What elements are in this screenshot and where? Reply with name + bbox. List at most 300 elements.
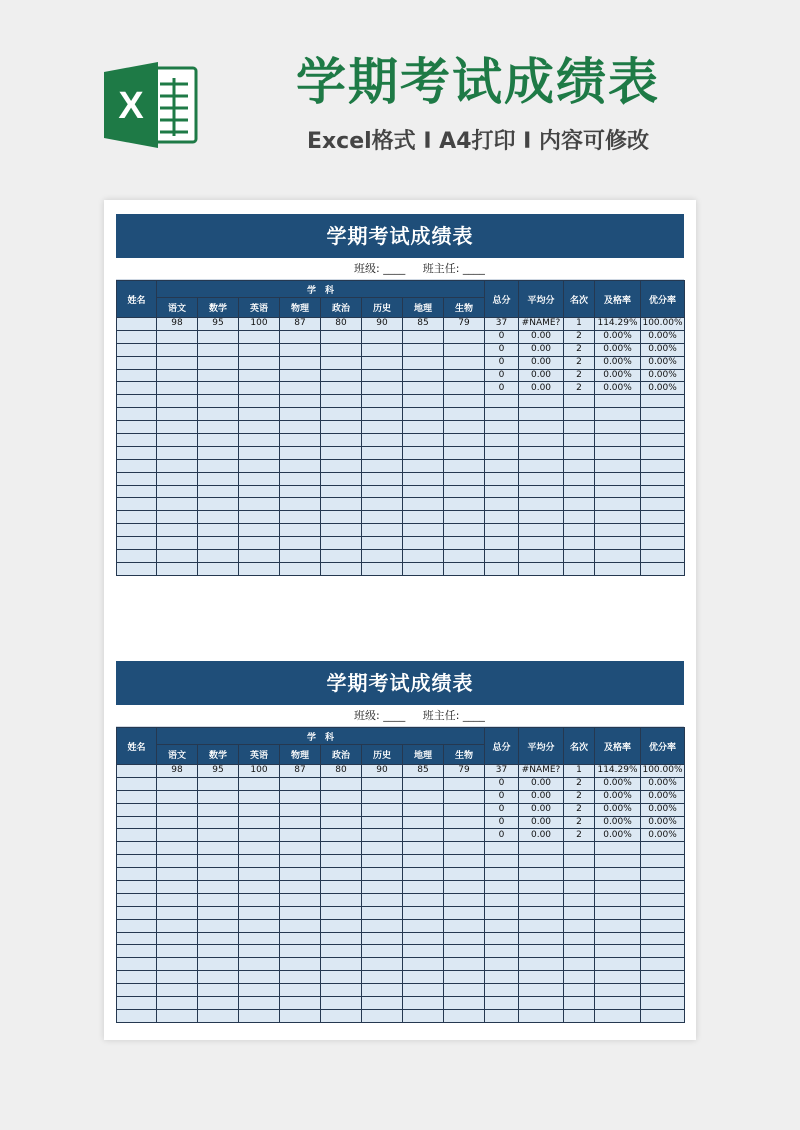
- table-cell[interactable]: [595, 395, 641, 408]
- table-cell[interactable]: [641, 997, 685, 1010]
- table-cell[interactable]: [280, 395, 321, 408]
- table-cell[interactable]: [157, 356, 198, 369]
- table-cell[interactable]: 0.00%: [641, 790, 685, 803]
- table-cell[interactable]: [362, 932, 403, 945]
- table-cell[interactable]: [321, 330, 362, 343]
- table-cell[interactable]: [362, 958, 403, 971]
- table-cell[interactable]: [444, 803, 485, 816]
- table-cell[interactable]: [641, 459, 685, 472]
- table-cell[interactable]: [157, 893, 198, 906]
- table-cell[interactable]: [117, 790, 157, 803]
- table-cell[interactable]: [321, 550, 362, 563]
- table-cell[interactable]: [595, 485, 641, 498]
- table-cell[interactable]: [444, 984, 485, 997]
- table-cell[interactable]: 2: [564, 382, 595, 395]
- table-cell[interactable]: [444, 459, 485, 472]
- table-cell[interactable]: [595, 421, 641, 434]
- table-cell[interactable]: [444, 356, 485, 369]
- table-cell[interactable]: [444, 485, 485, 498]
- table-cell[interactable]: 0: [485, 829, 519, 842]
- table-cell[interactable]: [403, 790, 444, 803]
- table-cell[interactable]: [485, 997, 519, 1010]
- table-cell[interactable]: 0.00: [519, 330, 564, 343]
- table-cell[interactable]: 1: [564, 765, 595, 778]
- table-cell[interactable]: [280, 945, 321, 958]
- table-cell[interactable]: [117, 421, 157, 434]
- table-cell[interactable]: [362, 777, 403, 790]
- table-cell[interactable]: [321, 919, 362, 932]
- table-cell[interactable]: [403, 803, 444, 816]
- table-cell[interactable]: [239, 472, 280, 485]
- table-cell[interactable]: [485, 881, 519, 894]
- table-cell[interactable]: [239, 906, 280, 919]
- table-cell[interactable]: 0.00%: [641, 777, 685, 790]
- table-cell[interactable]: [362, 343, 403, 356]
- table-cell[interactable]: [564, 395, 595, 408]
- class-label[interactable]: 班级: ____: [354, 262, 406, 275]
- table-cell[interactable]: [641, 958, 685, 971]
- table-cell[interactable]: [239, 1009, 280, 1022]
- table-cell[interactable]: [117, 829, 157, 842]
- table-cell[interactable]: [595, 511, 641, 524]
- table-cell[interactable]: [198, 382, 239, 395]
- table-cell[interactable]: [198, 816, 239, 829]
- table-cell[interactable]: [117, 842, 157, 855]
- table-cell[interactable]: [362, 842, 403, 855]
- table-cell[interactable]: [157, 408, 198, 421]
- table-cell[interactable]: 0.00%: [595, 816, 641, 829]
- table-cell[interactable]: [321, 881, 362, 894]
- table-cell[interactable]: [362, 868, 403, 881]
- table-cell[interactable]: [321, 816, 362, 829]
- table-cell[interactable]: [519, 550, 564, 563]
- table-cell[interactable]: [485, 958, 519, 971]
- class-label[interactable]: 班级: ____: [354, 709, 406, 722]
- table-cell[interactable]: [117, 868, 157, 881]
- table-cell[interactable]: [157, 498, 198, 511]
- table-cell[interactable]: 37: [485, 318, 519, 331]
- table-cell[interactable]: 0.00: [519, 816, 564, 829]
- table-cell[interactable]: [362, 356, 403, 369]
- table-cell[interactable]: [239, 803, 280, 816]
- table-cell[interactable]: [403, 816, 444, 829]
- table-cell[interactable]: [564, 472, 595, 485]
- table-cell[interactable]: [519, 893, 564, 906]
- table-cell[interactable]: [280, 868, 321, 881]
- table-cell[interactable]: [198, 803, 239, 816]
- table-cell[interactable]: 0.00%: [595, 790, 641, 803]
- table-cell[interactable]: 100: [239, 765, 280, 778]
- table-cell[interactable]: [403, 498, 444, 511]
- table-cell[interactable]: [641, 511, 685, 524]
- table-cell[interactable]: [485, 472, 519, 485]
- table-cell[interactable]: [444, 997, 485, 1010]
- table-cell[interactable]: [117, 408, 157, 421]
- table-cell[interactable]: [403, 537, 444, 550]
- table-cell[interactable]: [239, 919, 280, 932]
- table-cell[interactable]: [198, 498, 239, 511]
- table-cell[interactable]: #NAME?: [519, 318, 564, 331]
- table-cell[interactable]: [117, 318, 157, 331]
- table-cell[interactable]: [239, 790, 280, 803]
- table-cell[interactable]: [280, 562, 321, 575]
- table-cell[interactable]: [321, 434, 362, 447]
- table-cell[interactable]: [403, 343, 444, 356]
- table-cell[interactable]: [403, 829, 444, 842]
- table-cell[interactable]: [519, 562, 564, 575]
- table-cell[interactable]: [239, 330, 280, 343]
- table-cell[interactable]: [519, 997, 564, 1010]
- table-cell[interactable]: [280, 550, 321, 563]
- table-cell[interactable]: [485, 524, 519, 537]
- table-cell[interactable]: [157, 790, 198, 803]
- table-cell[interactable]: [641, 906, 685, 919]
- table-cell[interactable]: [485, 511, 519, 524]
- table-cell[interactable]: 2: [564, 790, 595, 803]
- table-cell[interactable]: [117, 971, 157, 984]
- table-cell[interactable]: [157, 562, 198, 575]
- table-cell[interactable]: [485, 1009, 519, 1022]
- table-cell[interactable]: [280, 777, 321, 790]
- table-cell[interactable]: [239, 855, 280, 868]
- table-cell[interactable]: [117, 459, 157, 472]
- table-cell[interactable]: [117, 958, 157, 971]
- table-cell[interactable]: [157, 485, 198, 498]
- table-cell[interactable]: [239, 829, 280, 842]
- table-cell[interactable]: [564, 855, 595, 868]
- table-cell[interactable]: [198, 829, 239, 842]
- table-cell[interactable]: [362, 906, 403, 919]
- table-cell[interactable]: [519, 919, 564, 932]
- table-cell[interactable]: [444, 369, 485, 382]
- table-cell[interactable]: [641, 537, 685, 550]
- table-cell[interactable]: [239, 997, 280, 1010]
- table-cell[interactable]: [117, 765, 157, 778]
- table-cell[interactable]: 1: [564, 318, 595, 331]
- table-cell[interactable]: [198, 421, 239, 434]
- table-cell[interactable]: [198, 997, 239, 1010]
- table-cell[interactable]: 100: [239, 318, 280, 331]
- table-cell[interactable]: [198, 434, 239, 447]
- table-cell[interactable]: [239, 537, 280, 550]
- table-cell[interactable]: [239, 459, 280, 472]
- table-cell[interactable]: [321, 446, 362, 459]
- table-cell[interactable]: [157, 958, 198, 971]
- table-cell[interactable]: 0: [485, 356, 519, 369]
- table-cell[interactable]: [280, 932, 321, 945]
- table-cell[interactable]: 80: [321, 318, 362, 331]
- table-cell[interactable]: [117, 855, 157, 868]
- table-cell[interactable]: [321, 421, 362, 434]
- table-cell[interactable]: 98: [157, 765, 198, 778]
- table-cell[interactable]: [198, 893, 239, 906]
- table-cell[interactable]: [403, 777, 444, 790]
- table-cell[interactable]: [564, 1009, 595, 1022]
- table-cell[interactable]: [485, 971, 519, 984]
- table-cell[interactable]: [362, 893, 403, 906]
- table-cell[interactable]: [198, 395, 239, 408]
- table-cell[interactable]: [198, 881, 239, 894]
- table-cell[interactable]: 0.00%: [595, 829, 641, 842]
- table-cell[interactable]: 0.00%: [595, 777, 641, 790]
- table-cell[interactable]: [485, 498, 519, 511]
- table-cell[interactable]: [239, 958, 280, 971]
- table-cell[interactable]: 87: [280, 318, 321, 331]
- table-cell[interactable]: [595, 997, 641, 1010]
- table-cell[interactable]: [362, 997, 403, 1010]
- table-cell[interactable]: [280, 893, 321, 906]
- table-cell[interactable]: [519, 421, 564, 434]
- table-cell[interactable]: [280, 382, 321, 395]
- table-cell[interactable]: [157, 511, 198, 524]
- table-cell[interactable]: [485, 919, 519, 932]
- table-cell[interactable]: [321, 356, 362, 369]
- table-cell[interactable]: [564, 434, 595, 447]
- table-cell[interactable]: [403, 984, 444, 997]
- table-cell[interactable]: [321, 997, 362, 1010]
- table-cell[interactable]: [519, 932, 564, 945]
- table-cell[interactable]: [641, 446, 685, 459]
- table-cell[interactable]: [564, 868, 595, 881]
- table-cell[interactable]: [595, 919, 641, 932]
- table-cell[interactable]: [485, 842, 519, 855]
- table-cell[interactable]: [595, 893, 641, 906]
- table-cell[interactable]: [239, 893, 280, 906]
- table-cell[interactable]: [280, 958, 321, 971]
- table-cell[interactable]: 0.00%: [641, 343, 685, 356]
- table-cell[interactable]: [239, 984, 280, 997]
- table-cell[interactable]: [595, 459, 641, 472]
- table-cell[interactable]: [280, 421, 321, 434]
- table-cell[interactable]: [403, 855, 444, 868]
- table-cell[interactable]: [595, 1009, 641, 1022]
- table-cell[interactable]: [403, 472, 444, 485]
- table-cell[interactable]: [280, 971, 321, 984]
- table-cell[interactable]: [198, 446, 239, 459]
- table-cell[interactable]: [157, 881, 198, 894]
- table-cell[interactable]: [362, 971, 403, 984]
- table-cell[interactable]: [280, 855, 321, 868]
- table-cell[interactable]: [117, 550, 157, 563]
- table-cell[interactable]: [117, 881, 157, 894]
- table-cell[interactable]: [198, 369, 239, 382]
- table-cell[interactable]: [444, 893, 485, 906]
- table-cell[interactable]: [198, 550, 239, 563]
- table-cell[interactable]: [564, 485, 595, 498]
- table-cell[interactable]: [321, 1009, 362, 1022]
- table-cell[interactable]: [485, 459, 519, 472]
- table-cell[interactable]: [519, 945, 564, 958]
- table-cell[interactable]: [403, 382, 444, 395]
- table-cell[interactable]: [321, 382, 362, 395]
- table-cell[interactable]: [117, 537, 157, 550]
- table-cell[interactable]: [157, 459, 198, 472]
- table-cell[interactable]: 37: [485, 765, 519, 778]
- table-cell[interactable]: [239, 382, 280, 395]
- table-cell[interactable]: 0.00: [519, 369, 564, 382]
- table-cell[interactable]: [239, 842, 280, 855]
- table-cell[interactable]: [564, 524, 595, 537]
- table-cell[interactable]: 0: [485, 803, 519, 816]
- table-cell[interactable]: [519, 434, 564, 447]
- table-cell[interactable]: [641, 524, 685, 537]
- table-cell[interactable]: 80: [321, 765, 362, 778]
- table-cell[interactable]: [157, 919, 198, 932]
- table-cell[interactable]: [641, 868, 685, 881]
- table-cell[interactable]: [362, 919, 403, 932]
- table-cell[interactable]: [403, 395, 444, 408]
- table-cell[interactable]: [403, 369, 444, 382]
- table-cell[interactable]: [403, 868, 444, 881]
- table-cell[interactable]: [198, 524, 239, 537]
- table-cell[interactable]: [444, 408, 485, 421]
- table-cell[interactable]: 0.00%: [641, 356, 685, 369]
- table-cell[interactable]: [362, 485, 403, 498]
- table-cell[interactable]: [280, 984, 321, 997]
- table-cell[interactable]: 0: [485, 382, 519, 395]
- table-cell[interactable]: [321, 958, 362, 971]
- table-cell[interactable]: [157, 382, 198, 395]
- table-cell[interactable]: [519, 881, 564, 894]
- table-cell[interactable]: [157, 906, 198, 919]
- table-cell[interactable]: [641, 893, 685, 906]
- table-cell[interactable]: [595, 984, 641, 997]
- table-cell[interactable]: [198, 906, 239, 919]
- table-cell[interactable]: [198, 790, 239, 803]
- table-cell[interactable]: [403, 446, 444, 459]
- table-cell[interactable]: [595, 945, 641, 958]
- table-cell[interactable]: [117, 945, 157, 958]
- table-cell[interactable]: [485, 855, 519, 868]
- table-cell[interactable]: [641, 485, 685, 498]
- table-cell[interactable]: [157, 971, 198, 984]
- table-cell[interactable]: [280, 829, 321, 842]
- table-cell[interactable]: [117, 434, 157, 447]
- table-cell[interactable]: [117, 446, 157, 459]
- table-cell[interactable]: [321, 395, 362, 408]
- table-cell[interactable]: [564, 459, 595, 472]
- table-cell[interactable]: [444, 842, 485, 855]
- table-cell[interactable]: [362, 472, 403, 485]
- table-cell[interactable]: 0.00%: [641, 330, 685, 343]
- table-cell[interactable]: [198, 330, 239, 343]
- table-cell[interactable]: [485, 395, 519, 408]
- table-cell[interactable]: [564, 498, 595, 511]
- table-cell[interactable]: [239, 485, 280, 498]
- table-cell[interactable]: 85: [403, 765, 444, 778]
- table-cell[interactable]: [157, 868, 198, 881]
- table-cell[interactable]: [362, 562, 403, 575]
- table-cell[interactable]: [403, 919, 444, 932]
- table-cell[interactable]: [117, 524, 157, 537]
- table-cell[interactable]: [595, 446, 641, 459]
- table-cell[interactable]: [362, 408, 403, 421]
- table-cell[interactable]: 0.00%: [641, 816, 685, 829]
- table-cell[interactable]: [239, 777, 280, 790]
- table-cell[interactable]: [595, 881, 641, 894]
- table-cell[interactable]: [321, 459, 362, 472]
- table-cell[interactable]: [239, 524, 280, 537]
- table-cell[interactable]: [157, 803, 198, 816]
- table-cell[interactable]: [485, 434, 519, 447]
- table-cell[interactable]: [444, 906, 485, 919]
- table-cell[interactable]: [321, 803, 362, 816]
- table-cell[interactable]: 0.00: [519, 356, 564, 369]
- table-cell[interactable]: [564, 958, 595, 971]
- table-cell[interactable]: [117, 932, 157, 945]
- table-cell[interactable]: [239, 550, 280, 563]
- table-cell[interactable]: [280, 485, 321, 498]
- table-cell[interactable]: [564, 919, 595, 932]
- table-cell[interactable]: [444, 511, 485, 524]
- table-cell[interactable]: [239, 562, 280, 575]
- table-cell[interactable]: [280, 408, 321, 421]
- table-cell[interactable]: [403, 408, 444, 421]
- table-cell[interactable]: [595, 524, 641, 537]
- table-cell[interactable]: [403, 562, 444, 575]
- table-cell[interactable]: [485, 945, 519, 958]
- table-cell[interactable]: 2: [564, 803, 595, 816]
- table-cell[interactable]: 2: [564, 369, 595, 382]
- table-cell[interactable]: [157, 997, 198, 1010]
- table-cell[interactable]: 95: [198, 318, 239, 331]
- table-cell[interactable]: [321, 472, 362, 485]
- table-cell[interactable]: [198, 971, 239, 984]
- table-cell[interactable]: [444, 343, 485, 356]
- table-cell[interactable]: [239, 356, 280, 369]
- table-cell[interactable]: [641, 881, 685, 894]
- table-cell[interactable]: [444, 524, 485, 537]
- table-cell[interactable]: [403, 1009, 444, 1022]
- table-cell[interactable]: [595, 906, 641, 919]
- table-cell[interactable]: [444, 537, 485, 550]
- table-cell[interactable]: [444, 932, 485, 945]
- table-cell[interactable]: [157, 395, 198, 408]
- table-cell[interactable]: [519, 485, 564, 498]
- table-cell[interactable]: [198, 984, 239, 997]
- table-cell[interactable]: [485, 906, 519, 919]
- table-cell[interactable]: [641, 434, 685, 447]
- table-cell[interactable]: [157, 842, 198, 855]
- table-cell[interactable]: [362, 524, 403, 537]
- table-cell[interactable]: [564, 932, 595, 945]
- table-cell[interactable]: [280, 472, 321, 485]
- table-cell[interactable]: [362, 881, 403, 894]
- table-cell[interactable]: [485, 550, 519, 563]
- table-cell[interactable]: [403, 356, 444, 369]
- table-cell[interactable]: [595, 537, 641, 550]
- table-cell[interactable]: [403, 524, 444, 537]
- table-cell[interactable]: [362, 446, 403, 459]
- table-cell[interactable]: [564, 971, 595, 984]
- table-cell[interactable]: [444, 562, 485, 575]
- table-cell[interactable]: [280, 997, 321, 1010]
- table-cell[interactable]: [641, 498, 685, 511]
- table-cell[interactable]: [564, 562, 595, 575]
- table-cell[interactable]: [595, 855, 641, 868]
- table-cell[interactable]: 2: [564, 777, 595, 790]
- table-cell[interactable]: [362, 537, 403, 550]
- table-cell[interactable]: [403, 893, 444, 906]
- table-cell[interactable]: [280, 803, 321, 816]
- table-cell[interactable]: [198, 356, 239, 369]
- table-cell[interactable]: [485, 537, 519, 550]
- table-cell[interactable]: [519, 446, 564, 459]
- table-cell[interactable]: [362, 498, 403, 511]
- table-cell[interactable]: [564, 537, 595, 550]
- table-cell[interactable]: [157, 816, 198, 829]
- table-cell[interactable]: [321, 932, 362, 945]
